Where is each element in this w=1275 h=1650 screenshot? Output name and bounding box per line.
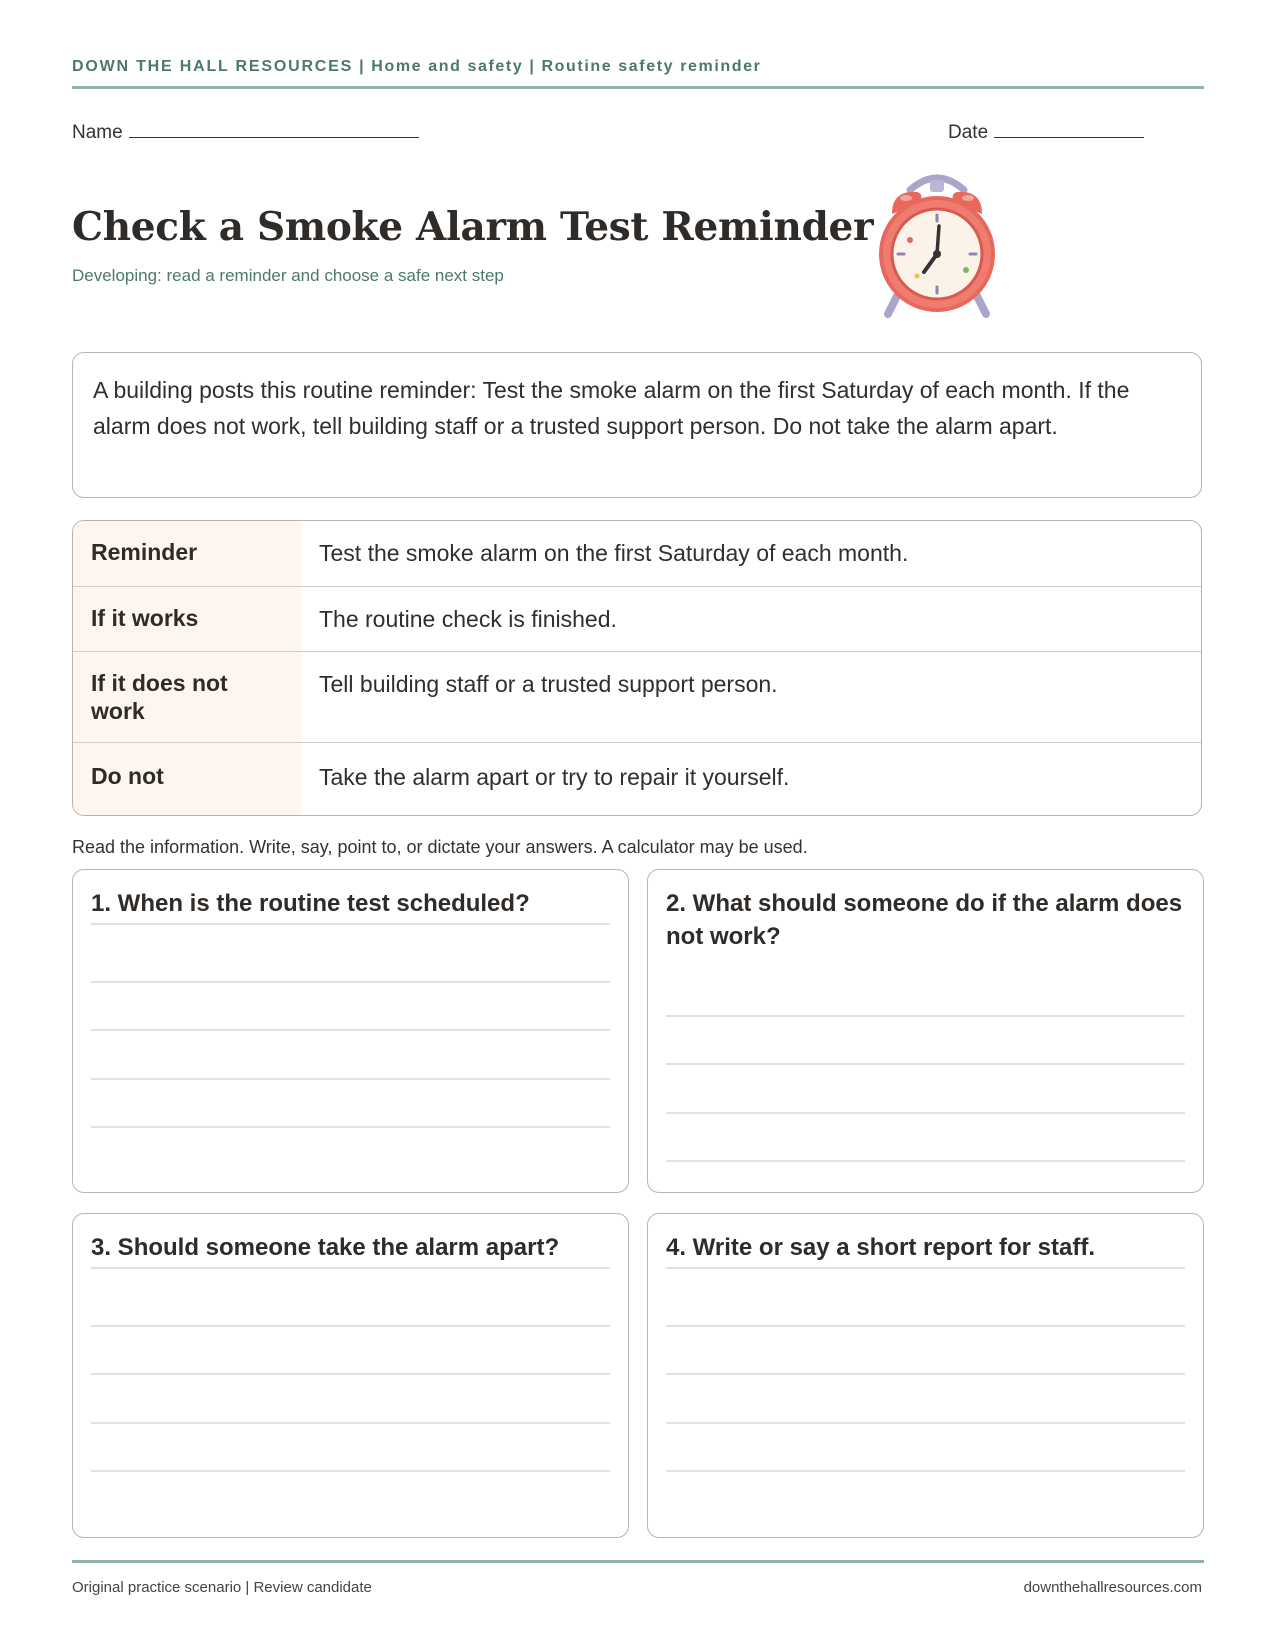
row-value: Test the smoke alarm on the first Saturday of each month.	[319, 540, 909, 566]
scenario-box: A building posts this routine reminder: Test the smoke alarm on the first Saturday of each month. If the alarm does not work, tell building staff or a trusted support person. Do not take the alarm apart.	[72, 352, 1202, 498]
answer-line[interactable]	[91, 1078, 610, 1080]
answer-line[interactable]	[666, 1373, 1185, 1375]
page-title: Check a Smoke Alarm Test Reminder	[72, 204, 874, 250]
worksheet-page	[72, 0, 1204, 1650]
question-card-1	[72, 869, 629, 1193]
row-label: Reminder	[73, 521, 301, 586]
answer-line[interactable]	[666, 1325, 1185, 1327]
name-blank[interactable]	[129, 117, 419, 138]
row-value: The routine check is finished.	[319, 606, 617, 632]
answer-line[interactable]	[666, 1063, 1185, 1065]
question-prompt: 3. Should someone take the alarm apart?	[91, 1234, 560, 1261]
row-label: If it does not work	[73, 652, 301, 743]
answer-line[interactable]	[91, 1422, 610, 1424]
row-value: Tell building staff or a trusted support person.	[319, 671, 778, 697]
table-row	[73, 521, 1201, 586]
table-row	[73, 742, 1201, 816]
question-card-4	[647, 1213, 1204, 1538]
breadcrumb-separator: |	[523, 58, 542, 75]
question-prompt: 2. What should someone do if the alarm does not work?	[666, 890, 1183, 950]
breadcrumb-separator: |	[353, 58, 372, 75]
answer-line[interactable]	[91, 923, 610, 925]
breadcrumb-section: Home and safety	[371, 58, 524, 75]
answer-line[interactable]	[91, 1373, 610, 1375]
answer-line[interactable]	[666, 1422, 1185, 1424]
answer-line[interactable]	[91, 1267, 610, 1269]
date-label: Date	[948, 122, 989, 143]
name-field[interactable]	[72, 117, 419, 144]
table-row	[73, 586, 1201, 652]
date-field[interactable]	[948, 117, 1144, 144]
table-row	[73, 651, 1201, 743]
answer-line[interactable]	[666, 1015, 1185, 1017]
answer-line[interactable]	[666, 1470, 1185, 1472]
answer-line[interactable]	[91, 1029, 610, 1031]
footer-left: Original practice scenario | Review candidate	[72, 1579, 372, 1596]
info-table	[72, 520, 1202, 816]
question-card-3	[72, 1213, 629, 1538]
page-subtitle: Developing: read a reminder and choose a safe next step	[72, 266, 504, 285]
question-prompt: 4. Write or say a short report for staff.	[666, 1234, 1095, 1261]
date-blank[interactable]	[994, 117, 1144, 138]
footer-website-link[interactable]: downthehallresources.com	[1023, 1579, 1202, 1596]
answer-line[interactable]	[91, 1126, 610, 1128]
answer-line[interactable]	[91, 981, 610, 983]
footer-rule	[72, 1560, 1204, 1563]
question-card-2	[647, 869, 1204, 1193]
name-label: Name	[72, 122, 123, 143]
breadcrumb-topic: Routine safety reminder	[541, 58, 762, 75]
instructions: Read the information. Write, say, point to, or dictate your answers. A calculator may be used.	[72, 837, 808, 857]
answer-line[interactable]	[666, 1112, 1185, 1114]
header-rule	[72, 86, 1204, 89]
answer-line[interactable]	[91, 1470, 610, 1472]
question-prompt: 1. When is the routine test scheduled?	[91, 890, 530, 917]
brand-name: DOWN THE HALL RESOURCES	[72, 58, 354, 75]
row-label: If it works	[73, 587, 301, 652]
answer-line[interactable]	[666, 1267, 1185, 1269]
row-label: Do not	[73, 743, 301, 816]
header-breadcrumb	[72, 58, 761, 76]
alarm-clock-icon	[862, 168, 1012, 328]
answer-line[interactable]	[666, 1160, 1185, 1162]
answer-line[interactable]	[91, 1325, 610, 1327]
row-value: Take the alarm apart or try to repair it yourself.	[319, 764, 790, 790]
